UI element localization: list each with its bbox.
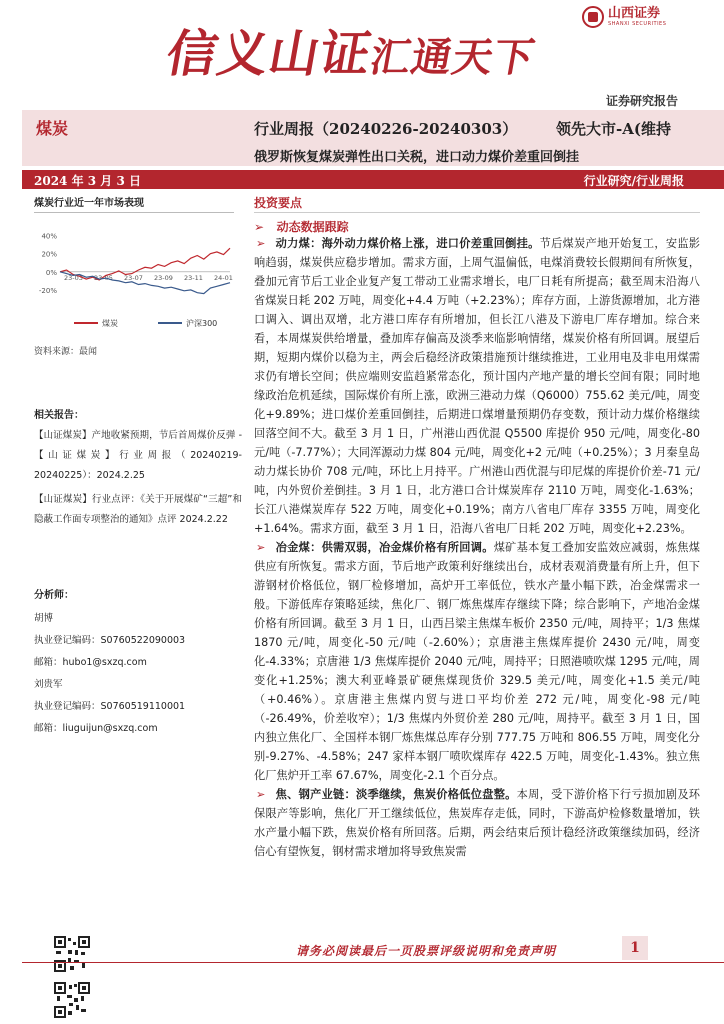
body-text	[254, 234, 700, 861]
related-reports	[34, 426, 242, 534]
industry-label: 煤炭	[36, 119, 69, 138]
related-reports-title: 相关报告：	[34, 410, 84, 421]
arrow-icon: ➢	[256, 788, 266, 801]
report-period: 行业周报（20240226-20240303）	[254, 120, 518, 138]
x-tick-label: 23-09	[154, 273, 173, 282]
disclaimer: 请务必阅读最后一页股票评级说明和免责声明	[296, 944, 557, 958]
paragraph-lead: 动力煤：海外动力煤价格上涨，进口价差重回倒挂。	[275, 237, 540, 250]
related-report[interactable]: 【山证煤炭】产地收紧预期，节后首周煤价反弹 -【山证煤炭】行业周报（20240219-20240225）：2024.2.25	[34, 430, 242, 481]
y-tick-label: 0%	[45, 268, 57, 277]
market-chart	[34, 212, 234, 332]
rating: 领先大市-A(维持	[556, 120, 671, 138]
arrow-icon: ➢	[256, 541, 266, 554]
market-chart-svg	[34, 213, 234, 333]
company-logo	[582, 6, 666, 28]
report-category: 行业研究/行业周报	[583, 174, 684, 188]
market-chart-title: 煤炭行业近一年市场表现	[34, 198, 144, 209]
headline: 俄罗斯恢复煤炭弹性出口关税，进口动力煤价差重回倒挂	[254, 150, 580, 165]
brand-slogan	[162, 14, 543, 86]
series-line	[60, 248, 230, 280]
x-tick-label: 23-03	[64, 273, 83, 282]
analyst-name: 刘贵军	[34, 679, 63, 690]
paragraph	[254, 785, 700, 861]
section-title	[254, 218, 349, 235]
logo-cn: 山西证券	[608, 6, 661, 21]
arrow-icon: ➢	[254, 220, 277, 234]
paragraph-lead: 焦、钢产业链：淡季继续，焦炭价格低位盘整。	[275, 788, 517, 801]
related-report[interactable]: 【山证煤炭】行业点评：《关于开展煤矿“三超”和隐蔽工作面专项整治的通知》点评 2024.2.22	[34, 494, 242, 525]
analyst-license: 执业登记编码：S0760522090003	[34, 635, 186, 646]
y-tick-label: 40%	[41, 232, 57, 241]
x-tick-label: 23-07	[124, 273, 143, 282]
paragraph	[254, 538, 700, 785]
paragraph	[254, 234, 700, 538]
legend-label: 煤炭	[102, 319, 118, 328]
analyst-name: 胡博	[34, 613, 54, 624]
x-tick-label: 23-11	[184, 273, 203, 282]
arrow-icon: ➢	[256, 237, 266, 250]
paragraph-text: 本周，受下游价格下行亏损加剧及环保限产等影响，焦化厂开工继续低位，焦炭库存走低，同时，下游高炉检修数量增加，铁水产量小幅下跌，焦炭价格有所回落。后期，两会结束后预计稳经济政策继续加码，经济信心有望恢复，钢材需求增加将导致焦炭需	[254, 788, 700, 858]
x-tick-label: 24-01	[214, 273, 233, 282]
chart-source: 资料来源：最闻	[34, 347, 98, 357]
x-tick-label: 23-05	[94, 273, 113, 282]
y-tick-label: 20%	[41, 250, 57, 259]
page-number: 1	[622, 936, 648, 960]
series-line	[60, 272, 230, 294]
paragraph-lead: 冶金煤：供需双弱，冶金煤价格有所回调。	[275, 541, 494, 554]
paragraph-text: 节后煤炭产地开始复工，安监影响趋弱，煤炭供应稳步增加。需求方面，上周气温偏低，电煤消费较长假期间有所恢复，叠加元宵节后工业企业复产复工带动工业需求增长，电厂日耗有所提高；截至周末沿海八省煤炭日耗 202 万吨，周变化+4.4 万吨（+2.23%）；库存方面，上游货源增加，北方港口调入、调出双增，北方港口库存有所增加，但长江八港及下游电厂库存增加。综合来看，本周煤炭供给增量，叠加库存偏高及淡季来临影响情绪，煤炭价格有所回调。展望后期，短期内煤价以稳为主，两会后稳经济政策措施预计继续推进，工业用电及非电用煤需求仍有增长空间；供应端则安监趋紧常态化，预计国内产地产量的增长空间有限；同时地缘政治危机延续，国际煤价有所上涨，欧洲三港动力煤（Q6000）755.62 美元/吨，周变化+9.89%；进口煤价差重回倒挂，后期进口煤增量预期仍存变数，预计动力煤价格继续回落空间不大。截至 3 月 1 日，广州港山西优混 Q5500 库提价 950 元/吨，周变化-80 元/吨（-7.77%）；大同浑源动力煤 804 元/吨，周变化+2 元/吨（+0.25%）；3 月秦皇岛动力煤长协价 708 元/吨，环比上月持平。广州港山西优混与印尼煤的库提价价差-71 元/吨，内外贸价差倒挂。3 月 1 日，北方港口合计煤炭库存 2110 万吨，周变化-1.63%；长江八港煤炭库存 522 万吨，周变化+0.19%；南方八省电厂库存 3355 万吨，周变化+1.64%。需求方面，截至 3 月 1 日，沿海八省电厂日耗 202 万吨，周变化+2.23%。	[254, 237, 700, 535]
report-date: 2024 年 3 月 3 日	[34, 174, 141, 188]
y-tick-label: -20%	[38, 286, 57, 295]
analysts-title: 分析师：	[34, 590, 74, 601]
logo-icon	[582, 6, 604, 28]
section-title-text: 动态数据跟踪	[276, 220, 349, 234]
investment-points-title: 投资要点	[254, 196, 303, 210]
analyst-license: 执业登记编码：S0760519110001	[34, 701, 186, 712]
report-type: 证券研究报告	[605, 94, 678, 108]
brand-main: 信义山证	[162, 24, 377, 83]
footer-divider	[22, 962, 724, 963]
paragraph-text: 煤矿基本复工叠加安监效应减弱，炼焦煤供应有所恢复。需求方面，节后地产政策利好继续出台，成材表观消费量有所上升，但下游钢材价格低位，钢厂检修增加，高炉开工率低位，铁水产量小幅下跌，冶金煤需求一般。下游低库存策略延续，焦化厂、钢厂炼焦煤库存继续下降；综合影响下，产地冶金煤价格有所回调。截至 3 月 1 日，山西吕梁主焦煤车板价 2350 元/吨，周持平；1/3 焦煤 1870 元/吨，周变化-50 元/吨（-2.60%）；京唐港主焦煤库提价 2430 元/吨，周变化-4.33%；京唐港 1/3 焦煤库提价 2040 元/吨，周持平；日照港喷吹煤 1295 元/吨，周变化+1.25%；澳大利亚峰景矿硬焦煤现货价 329.5 美元/吨，周变化+1.5 美元/吨（+0.46%）。京唐港主焦煤内贸与进口平均价差 272 元/吨，周变化-98 元/吨（-26.49%，价差收窄）；1/3 焦煤内外贸价差 280 元/吨，周持平。截至 3 月 1 日，国内独立焦化厂、全国样本钢厂炼焦煤总库存分别 777.75 万吨和 806.55 万吨，周变化分别-9.27%、-4.58%；247 家样本钢厂喷吹煤库存 422.5 万吨，周变化-1.43%。独立焦化厂焦炉开工率 67.67%，周变化-2.1 个百分点。	[254, 541, 700, 782]
analysts	[34, 608, 244, 740]
logo-en: SHANXI SECURITIES	[608, 21, 667, 27]
analyst-email[interactable]: 邮箱：hubo1@sxzq.com	[34, 657, 147, 668]
analyst-email[interactable]: 邮箱：liuguijun@sxzq.com	[34, 723, 158, 734]
legend-label: 沪深300	[186, 319, 218, 328]
brand-sub: 汇通天下	[366, 34, 539, 81]
qr-code-icon[interactable]	[54, 982, 90, 1018]
qr-code-icon[interactable]	[54, 936, 90, 972]
divider	[254, 212, 700, 213]
